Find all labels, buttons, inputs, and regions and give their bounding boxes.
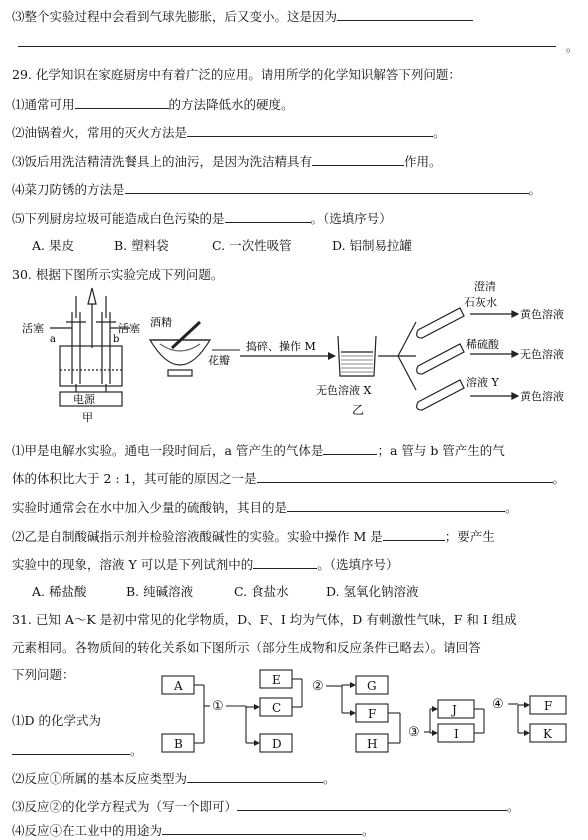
q29-option-a[interactable]: A. 果皮 <box>32 238 74 253</box>
q30-option-c[interactable]: C. 食盐水 <box>234 584 289 599</box>
q29-part4 <box>12 179 541 199</box>
q29-p5-a: ⑸下列厨房垃圾可能造成白色污染的是 <box>12 211 225 226</box>
test-tube-3 <box>417 380 464 410</box>
q29-option-c[interactable]: C. 一次性吸管 <box>212 238 292 253</box>
q31-p3-blank[interactable] <box>237 796 507 811</box>
reaction-3-mark: ③ <box>408 725 420 740</box>
reagent2: 稀硫酸 <box>466 338 499 351</box>
q29-part1 <box>12 94 294 114</box>
q31-p4-b: 。 <box>362 823 375 838</box>
q30-p1-a: ⑴甲是电解水实验。通电一段时间后，a 管产生的气体是 <box>12 443 324 458</box>
result1: 黄色溶液 <box>520 308 564 321</box>
q31-p1-b: 。 <box>130 743 143 758</box>
q31-p1-blank[interactable] <box>12 740 130 755</box>
q29-p1-b: 的方法降低水的硬度。 <box>168 97 294 112</box>
label-yi: 乙 <box>352 403 365 417</box>
q31-p4-blank[interactable] <box>162 820 362 835</box>
label-E: E <box>272 673 281 687</box>
q29-part2 <box>12 122 446 142</box>
label-B: B <box>174 737 183 751</box>
reaction-4-mark: ④ <box>492 697 504 712</box>
tube-a-label: a <box>50 334 56 345</box>
q31-part4 <box>12 820 375 840</box>
label-G: G <box>367 679 377 693</box>
q29-option-d[interactable]: D. 铝制易拉罐 <box>332 238 413 253</box>
q30-p1-b: ；a 管与 b 管产生的气 <box>377 443 505 458</box>
label-jia: 甲 <box>82 411 93 424</box>
q31-p2-a: ⑵反应①所属的基本反应类型为 <box>12 771 188 786</box>
reagent1-a: 澄清 <box>474 280 496 293</box>
beaker <box>338 336 376 376</box>
q29-p1-a: ⑴通常可用 <box>12 97 75 112</box>
label-J: J <box>452 703 457 717</box>
alcohol-label: 酒精 <box>150 316 172 329</box>
q30-p1-e: 实验时通常会在水中加入少量的硫酸钠，其目的是 <box>12 500 288 515</box>
q31-p3-a: ⑶反应②的化学方程式为（写一个即可） <box>12 799 238 814</box>
q30-p2-b: ；要产生 <box>444 529 495 544</box>
reaction-2-mark: ② <box>312 679 324 694</box>
q29-p2-blank[interactable] <box>187 122 433 137</box>
q29-options <box>32 237 412 255</box>
q31-stem-2: 元素相同。各物质间的转化关系如下图所示（部分生成物和反应条件已略去）。请回答 <box>12 640 481 655</box>
q29-p4-b: 。 <box>528 182 542 197</box>
q31-part2 <box>12 768 336 788</box>
q31-flow-diagram <box>150 668 580 760</box>
q30-p2-blank2[interactable] <box>253 554 317 569</box>
q29-p3-b: 作用。 <box>404 154 442 169</box>
q28-line3-text: ⑶整个实验过程中会看到气球先膨胀，后又变小。这是因为 <box>12 9 338 24</box>
q28-end-mark: 。 <box>566 39 579 54</box>
electrolysis-apparatus <box>50 288 130 406</box>
q30-p1-blank2[interactable] <box>257 468 553 483</box>
q30-p2-c: 实验中的现象，溶液 Y 可以是下列试剂中的 <box>12 557 254 572</box>
mortar-and-pestle <box>150 322 210 376</box>
label-I: I <box>454 727 459 741</box>
q29-p3-a: ⑶饭后用洗洁精清洗餐具上的油污，是因为洗洁精具有 <box>12 154 313 169</box>
q29-stem: 29. 化学知识在家庭厨房中有着广泛的应用。请用所学的化学知识解答下列问题： <box>12 67 461 82</box>
q29-p5-b: 。（选填序号） <box>310 211 392 226</box>
power-label: 电源 <box>73 393 95 406</box>
q30-p2-blank1[interactable] <box>383 526 445 541</box>
q30-p2-d: 。（选填序号） <box>317 557 399 572</box>
q30-part2-line2 <box>12 554 398 574</box>
label-C: C <box>272 701 282 715</box>
water-trough <box>60 346 122 386</box>
q30-p1-blank1[interactable] <box>323 440 377 455</box>
q30-option-a[interactable]: A. 稀盐酸 <box>32 584 87 599</box>
q30-options <box>32 583 419 601</box>
tube-b-label: b <box>113 334 120 345</box>
q29-p1-blank[interactable] <box>75 94 169 109</box>
q30-option-d[interactable]: D. 氢氧化钠溶液 <box>326 584 419 599</box>
q31-part1-answer <box>12 740 143 760</box>
q31-part1-label: ⑴D 的化学式为 <box>12 713 101 728</box>
label-F-right: F <box>544 699 553 713</box>
q29-p3-blank[interactable] <box>312 151 404 166</box>
q31-p3-b: 。 <box>507 799 520 814</box>
result3: 黄色溶液 <box>520 390 564 403</box>
q31-p4-a: ⑷反应④在工业中的用途为 <box>12 823 163 838</box>
reagent1-b: 石灰水 <box>464 296 497 309</box>
q30-p1-f: 。 <box>505 500 518 515</box>
q28-answer-line2[interactable] <box>18 46 556 47</box>
q30-figure <box>0 278 588 430</box>
q28-answer-blank[interactable] <box>337 6 473 21</box>
q30-part2-line1 <box>12 526 495 546</box>
q29-p5-blank[interactable] <box>225 208 311 223</box>
stopcock-right-label: 活塞 <box>118 322 140 335</box>
test-tube-1 <box>417 308 464 338</box>
q30-p1-blank3[interactable] <box>287 497 505 512</box>
q29-p4-a: ⑷菜刀防锈的方法是 <box>12 182 125 197</box>
q31-stem-3: 下列问题： <box>12 667 75 682</box>
result2: 无色溶液 <box>520 348 564 361</box>
q30-p1-c: 体的体积比大于 2 : 1，其可能的原因之一是 <box>12 471 257 486</box>
q30-p1-d: 。 <box>552 471 566 486</box>
q31-stem-1: 31. 已知 A～K 是初中常见的化学物质，D、F、I 均为气体，D 有刺激性气味，F 和 I 组成 <box>12 612 517 627</box>
q30-option-b[interactable]: B. 纯碱溶液 <box>126 584 194 599</box>
q29-p4-blank[interactable] <box>125 179 529 194</box>
test-tube-2 <box>417 344 464 374</box>
q31-p2-b: 。 <box>323 771 336 786</box>
q28-line3 <box>12 6 473 26</box>
q29-p2-a: ⑵油锅着火，常用的灭火方法是 <box>12 125 188 140</box>
q30-stem: 30. 根据下图所示实验完成下列问题。 <box>12 267 224 282</box>
petals-label: 花瓣 <box>208 354 230 367</box>
q29-part3 <box>12 151 442 171</box>
label-D: D <box>272 737 282 751</box>
q30-p2-a: ⑵乙是自制酸碱指示剂并检验溶液酸碱性的实验。实验中操作 M 是 <box>12 529 383 544</box>
label-F-mid: F <box>368 707 377 721</box>
label-A: A <box>174 679 183 693</box>
q29-p2-b: 。 <box>433 125 446 140</box>
q30-part1-line3 <box>12 497 518 517</box>
reaction-1-mark: ① <box>212 699 224 714</box>
label-H: H <box>367 737 378 751</box>
label-K: K <box>543 727 552 741</box>
q29-part5 <box>12 208 392 228</box>
q29-option-b[interactable]: B. 塑料袋 <box>114 238 169 253</box>
step-label: 捣碎、操作 M <box>246 340 316 353</box>
stopcock-left-label: 活塞 <box>22 322 44 335</box>
solution-x-label: 无色溶液 X <box>316 384 372 397</box>
q30-part1-line1 <box>12 440 505 460</box>
q31-part3 <box>12 796 520 816</box>
reagent3: 溶液 Y <box>466 376 499 389</box>
q31-p2-blank[interactable] <box>187 768 323 783</box>
q30-part1-line2 <box>12 468 565 488</box>
